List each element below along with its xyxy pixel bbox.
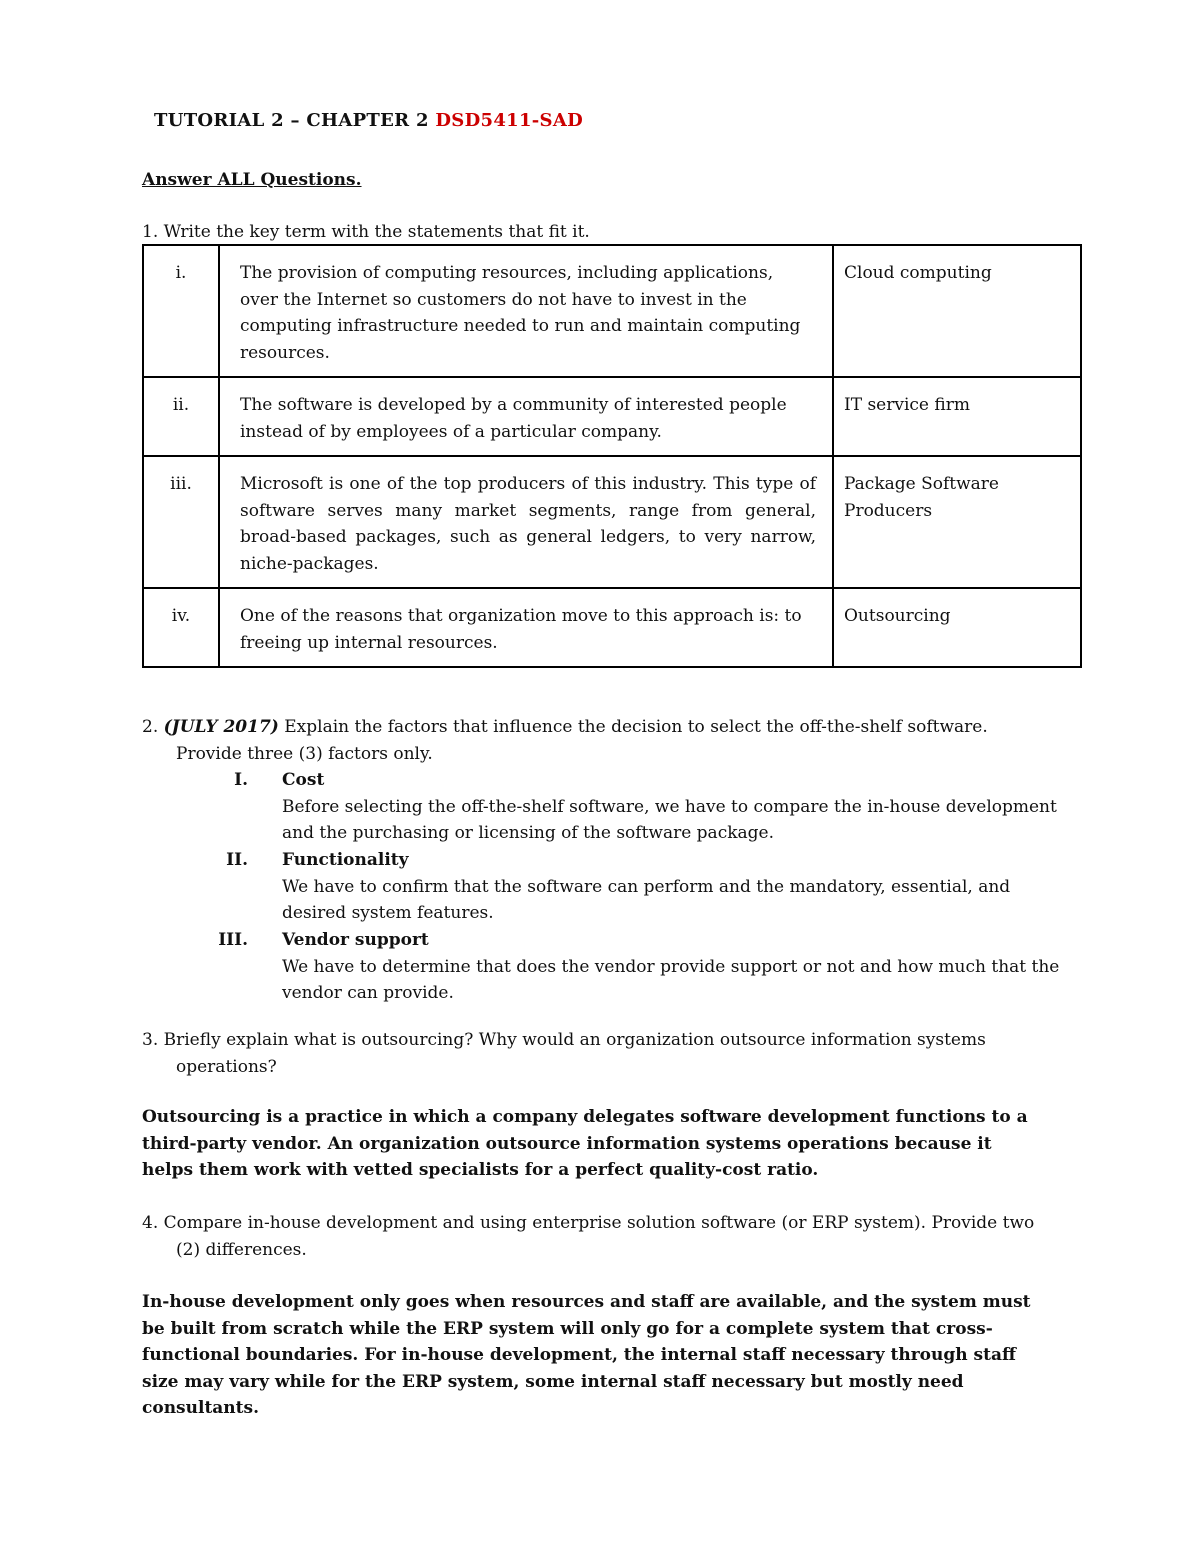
question-2 [142,714,1042,767]
course-code: DSD5411-SAD [435,110,584,131]
row-number: iv. [143,588,219,667]
question-2-prompt-cont: Provide three (3) factors only. [176,743,433,764]
table-row [143,588,1081,667]
question-3-prompt: 3. Briefly explain what is outsourcing? Why would an organization outsource information systems [142,1030,986,1050]
title-prefix: TUTORIAL 2 – CHAPTER 2 [154,110,429,131]
table-row [143,377,1081,456]
question-4 [142,1210,1052,1263]
factor-numeral: I. [234,770,248,790]
factor-text: Before selecting the off-the-shelf software, we have to compare the in-house development and the purchasing or licensing of the software package. [282,796,1057,843]
factor-numeral: III. [218,930,248,950]
row-term: Package Software Producers [833,456,1081,588]
factor-numeral: II. [226,850,248,870]
row-statement: The software is developed by a community of interested people instead of by employees of a particular company. [219,377,833,456]
table-row [143,456,1081,588]
row-number: ii. [143,377,219,456]
row-term: IT service firm [833,377,1081,456]
instruction: Answer ALL Questions. [142,170,362,190]
key-term-table [142,244,1082,668]
document-title [154,110,583,131]
question-2-number: 2. [142,717,159,737]
factor-text: We have to determine that does the vendor provide support or not and how much that the vendor can provide. [282,956,1060,1003]
row-statement: Microsoft is one of the top producers of this industry. This type of software serves many market segments, range from general, broad-based packages, such as general ledgers, to very narrow, niche-packages. [219,456,833,588]
row-term: Cloud computing [833,245,1081,377]
table-row [143,245,1081,377]
question-4-prompt: 4. Compare in-house development and using enterprise solution software (or ERP system). Provide two [142,1213,1035,1233]
factor-title: Cost [282,770,325,790]
question-4-answer: In-house development only goes when resources and staff are available, and the system must be built from scratch while the ERP system will only go for a complete system that cross-functional boundaries. For in-house development, the internal staff necessary through staff size may vary while for the ERP system, some internal staff necessary but mostly need consultants. [142,1292,1031,1418]
row-statement: One of the reasons that organization move to this approach is: to freeing up internal resources. [219,588,833,667]
question-3-prompt-cont: operations? [176,1056,277,1077]
factor-title: Vendor support [282,930,429,950]
factor-text: We have to confirm that the software can perform and the mandatory, essential, and desired system features. [282,876,1011,923]
row-number: i. [143,245,219,377]
question-4-prompt-cont: (2) differences. [176,1239,307,1260]
question-2-prompt [142,714,1042,741]
row-term: Outsourcing [833,588,1081,667]
row-number: iii. [143,456,219,588]
question-3-answer: Outsourcing is a practice in which a company delegates software development functions to a third-party vendor. An organization outsource information systems operations because it helps them work with vetted specialists for a perfect quality-cost ratio. [142,1107,1028,1180]
factor-title: Functionality [282,850,409,870]
question-2-text: Explain the factors that influence the decision to select the off-the-shelf software. [284,717,988,737]
question-1-prompt: 1. Write the key term with the statements that fit it. [142,222,590,242]
row-statement: The provision of computing resources, including applications, over the Internet so customers do not have to invest in the computing infrastructure needed to run and maintain computing resources. [219,245,833,377]
question-3 [142,1027,1042,1080]
question-2-tag: (JULY 2017) [163,717,279,737]
